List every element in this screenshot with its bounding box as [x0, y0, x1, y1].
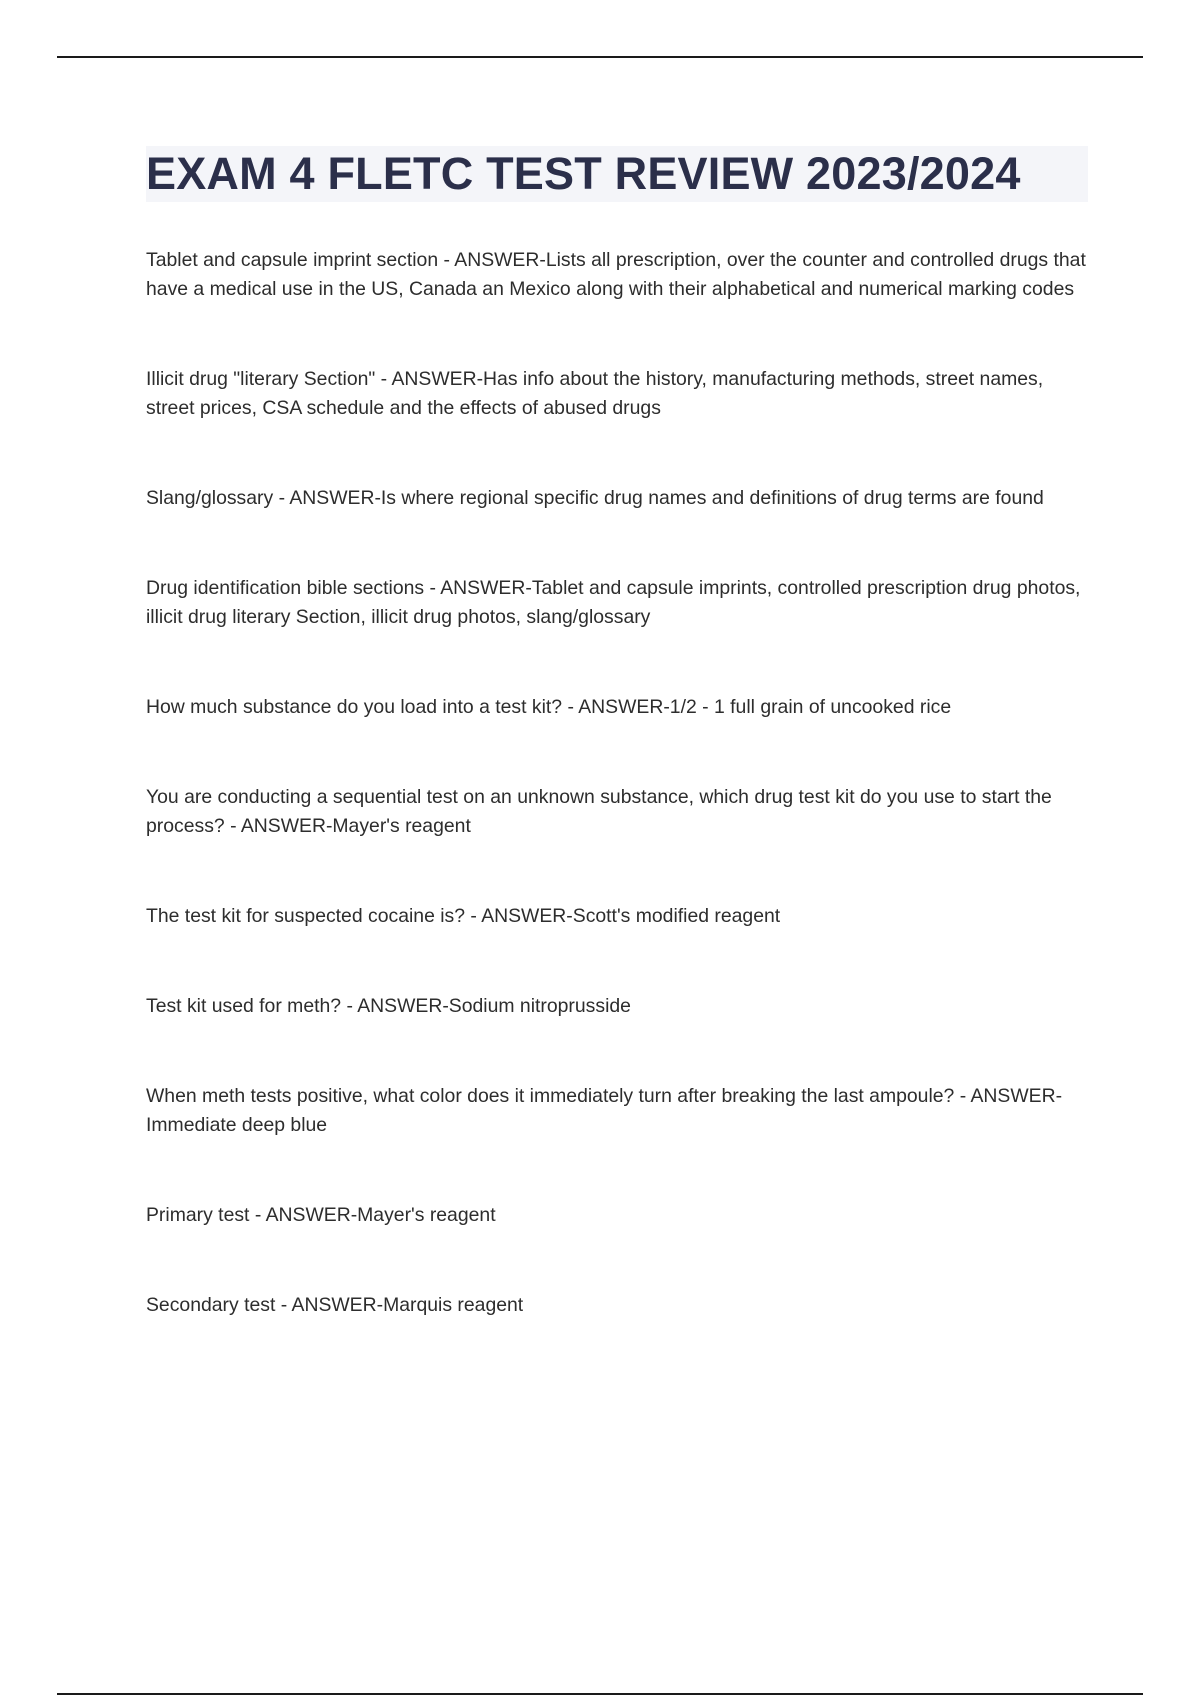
qa-item: Primary test - ANSWER-Mayer's reagent [146, 1204, 496, 1226]
qa-item: The test kit for suspected cocaine is? - ANSWER-Scott's modified reagent [146, 905, 781, 927]
qa-item: Test kit used for meth? - ANSWER-Sodium nitroprusside [146, 995, 631, 1017]
qa-item: Tablet and capsule imprint section - ANSWER-Lists all prescription, over the counter and controlled drugs that have a medical use in the US, Canada an Mexico along with their alphabetical and numerical marking codes [146, 249, 1086, 300]
qa-item: You are conducting a sequential test on an unknown substance, which drug test kit do you use to start the process? - ANSWER-Mayer's reagent [146, 786, 1052, 837]
qa-item: Slang/glossary - ANSWER-Is where regional specific drug names and definitions of drug terms are found [146, 487, 1044, 509]
title-block [146, 146, 1088, 202]
footer-rule [57, 1693, 1143, 1695]
qa-list [146, 246, 1096, 1381]
qa-item: When meth tests positive, what color does it immediately turn after breaking the last ampoule? - ANSWER-Immediate deep blue [146, 1085, 1063, 1136]
qa-item: Illicit drug "literary Section" - ANSWER-Has info about the history, manufacturing methods, street names, street prices, CSA schedule and the effects of abused drugs [146, 368, 1044, 419]
header-rule [57, 56, 1143, 58]
qa-item: Secondary test - ANSWER-Marquis reagent [146, 1294, 524, 1316]
document-title: EXAM 4 FLETC TEST REVIEW 2023/2024 [146, 148, 1021, 199]
qa-item: Drug identification bible sections - ANSWER-Tablet and capsule imprints, controlled prescription drug photos, illicit drug literary Section, illicit drug photos, slang/glossary [146, 577, 1081, 628]
qa-item: How much substance do you load into a test kit? - ANSWER-1/2 - 1 full grain of uncooked rice [146, 696, 952, 718]
